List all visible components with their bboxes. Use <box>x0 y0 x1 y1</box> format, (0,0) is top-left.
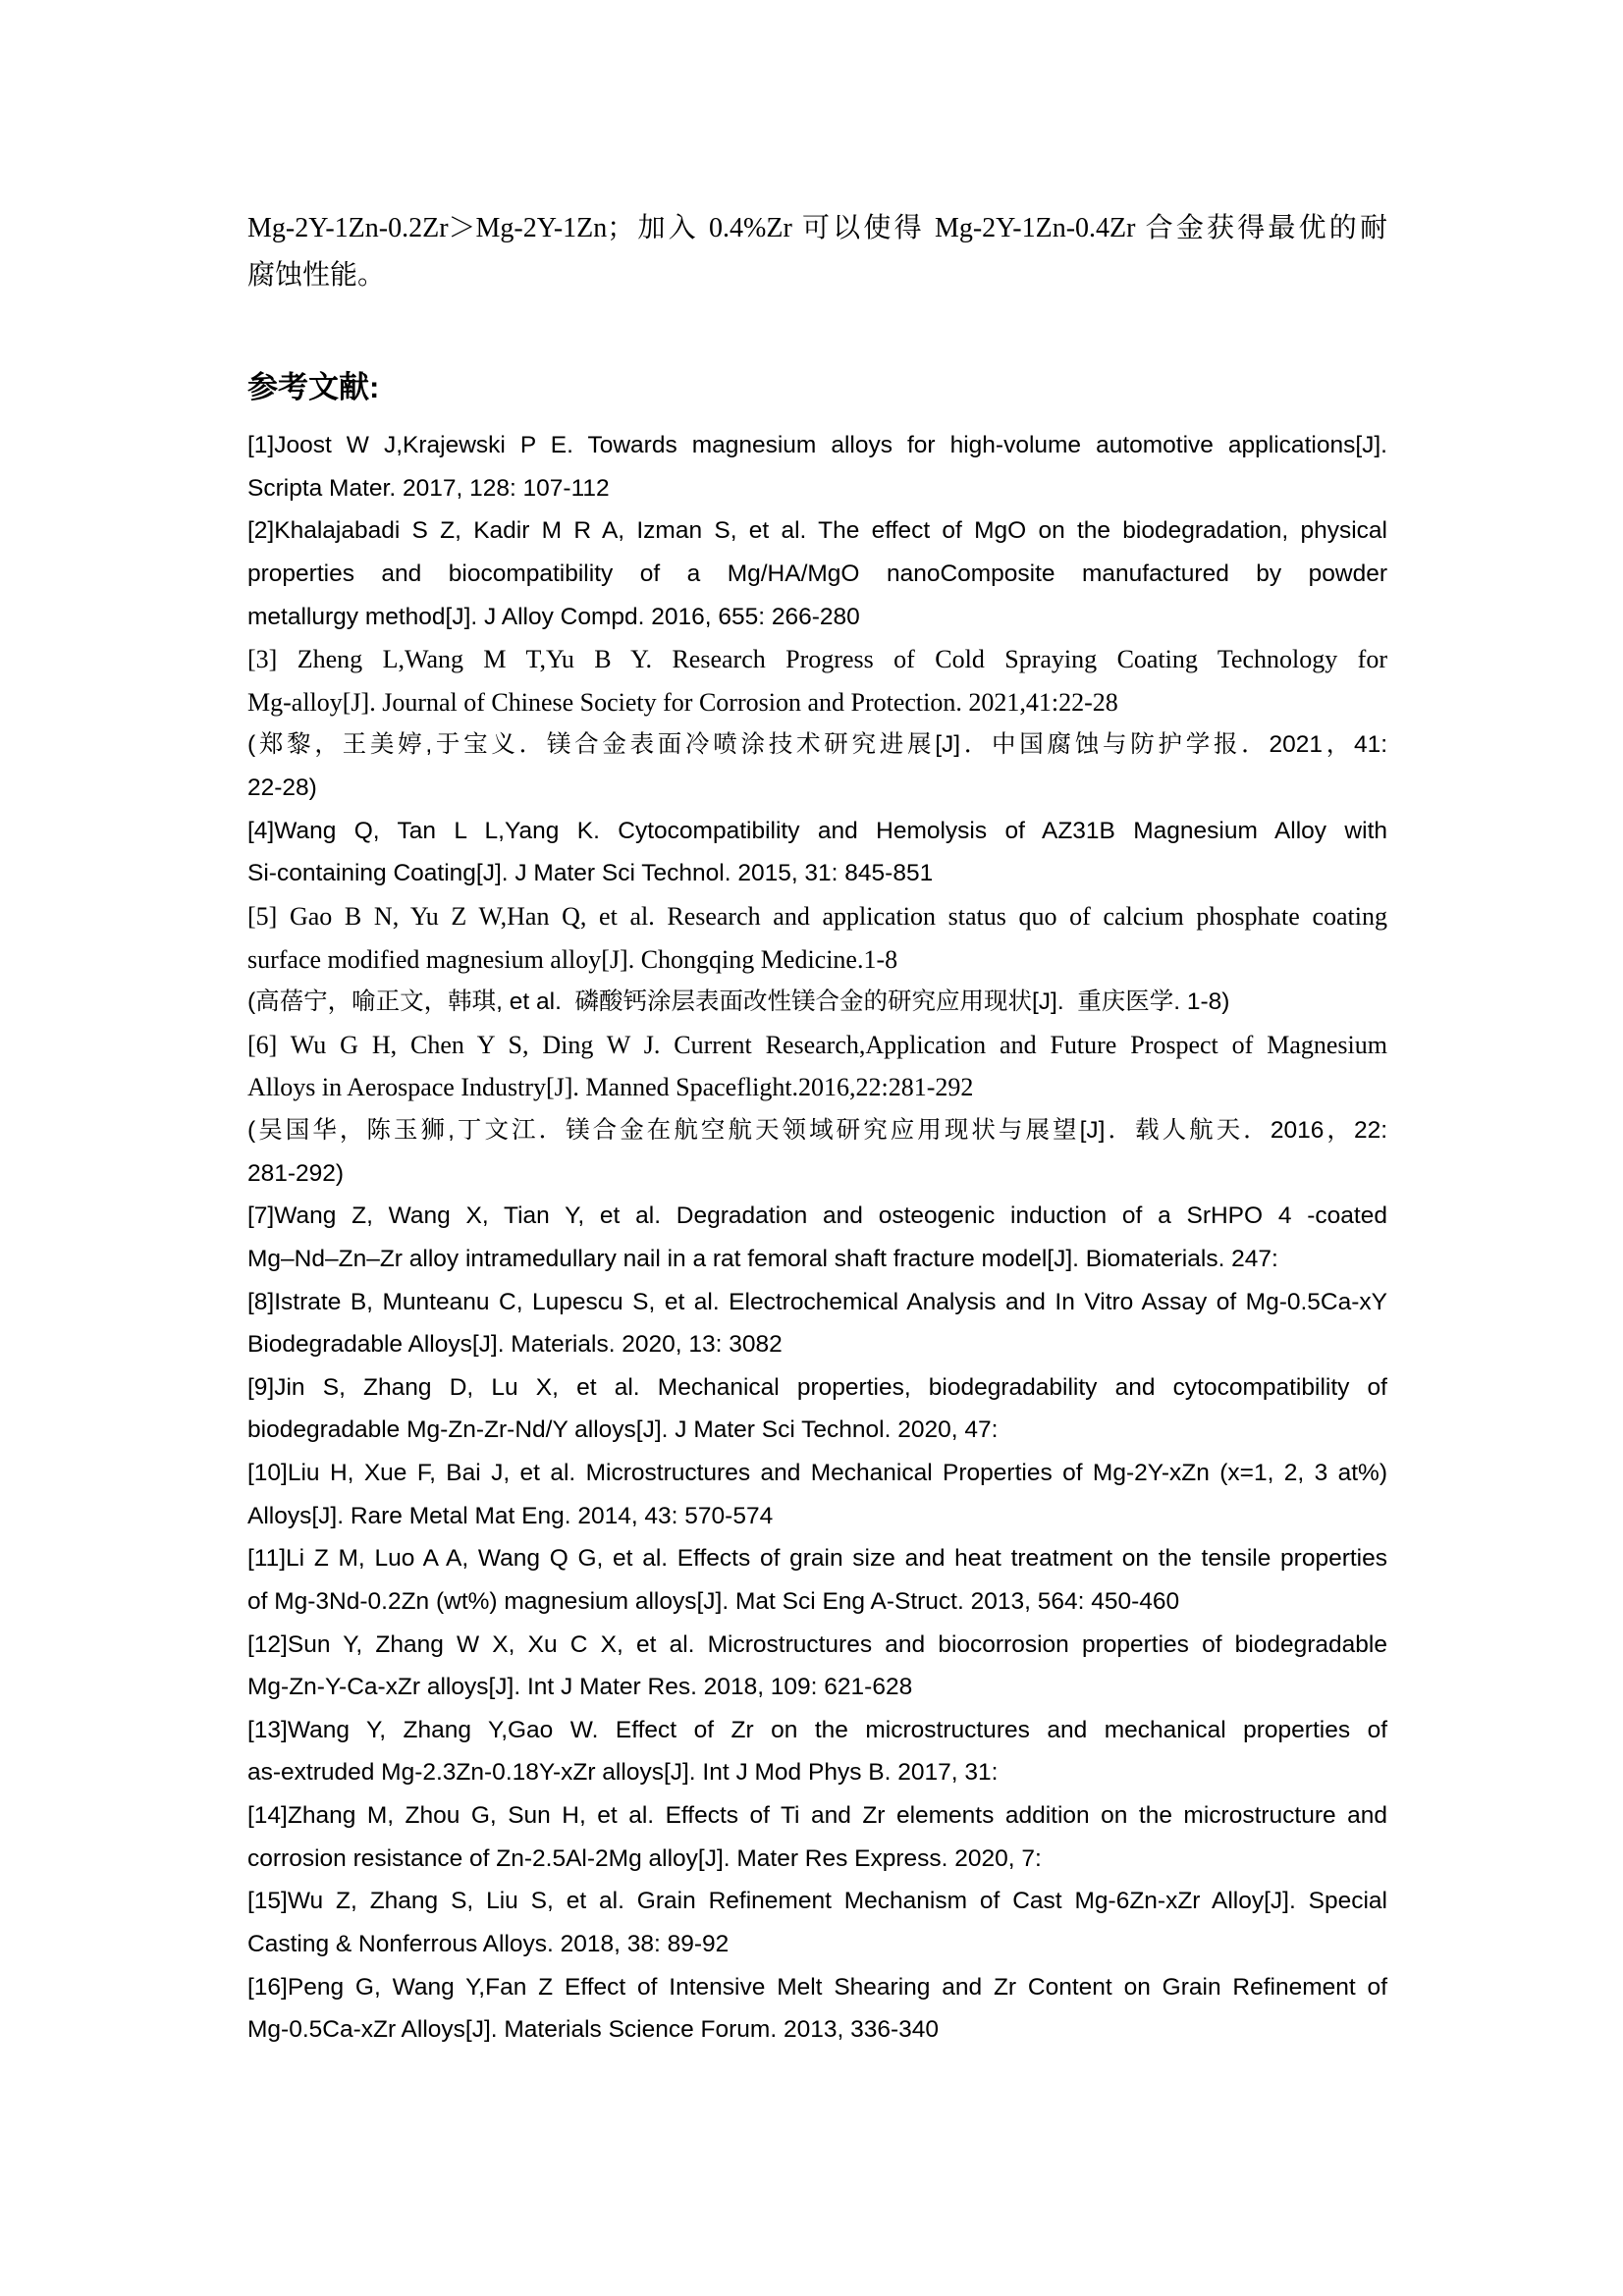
reference-line: Mg-Zn-Y-Ca-xZr alloys[J]. Int J Mater Res. 2018, 109: 621-628 <box>247 1674 913 1701</box>
reference-line: properties and biocompatibility of a Mg/HA/MgO nanoComposite manufactured by powder <box>247 560 1387 587</box>
reference-item-7 <box>247 1195 1387 1280</box>
reference-translation-line: 22-28) <box>247 774 317 801</box>
reference-translation-line: (郑黎，王美婷,于宝义．镁合金表面冷喷涂技术研究进展[J]．中国腐蚀与防护学报．2021，41: <box>247 731 1387 759</box>
reference-item-11 <box>247 1537 1387 1623</box>
reference-line: metallurgy method[J]. J Alloy Compd. 2016, 655: 266-280 <box>247 603 860 630</box>
reference-line: Scripta Mater. 2017, 128: 107-112 <box>247 474 610 502</box>
reference-line: [7]Wang Z, Wang X, Tian Y, et al. Degradation and osteogenic induction of a SrHPO 4 -coated <box>247 1202 1387 1230</box>
reference-translation-line: (吴国华，陈玉狮,丁文江．镁合金在航空航天领域研究应用现状与展望[J]．载人航天．2016，22: <box>247 1117 1387 1144</box>
reference-item-5 <box>247 895 1387 1024</box>
reference-item-4 <box>247 810 1387 895</box>
reference-line: [11]Li Z M, Luo A A, Wang Q G, et al. Effects of grain size and heat treatment on the tensile properties <box>247 1545 1387 1573</box>
reference-item-1 <box>247 424 1387 509</box>
reference-translation-line: (高蓓宁，喻正文，韩琪, et al. 磷酸钙涂层表面改性镁合金的研究应用现状[J]. 重庆医学. 1-8) <box>247 988 1230 1016</box>
reference-line: Biodegradable Alloys[J]. Materials. 2020, 13: 3082 <box>247 1331 783 1359</box>
reference-line: [9]Jin S, Zhang D, Lu X, et al. Mechanical properties, biodegradability and cytocompatibility of <box>247 1373 1387 1401</box>
reference-line: biodegradable Mg-Zn-Zr-Nd/Y alloys[J]. J Mater Sci Technol. 2020, 47: <box>247 1416 999 1444</box>
reference-line: [12]Sun Y, Zhang W X, Xu C X, et al. Microstructures and biocorrosion properties of biodegradable <box>247 1630 1387 1658</box>
reference-line: Mg–Nd–Zn–Zr alloy intramedullary nail in a rat femoral shaft fracture model[J]. Biomaterials. 247: <box>247 1245 1278 1272</box>
reference-line: [1]Joost W J,Krajewski P E. Towards magnesium alloys for high-volume automotive applications[J]. <box>247 432 1387 458</box>
reference-line: surface modified magnesium alloy[J]. Chongqing Medicine.1-8 <box>247 944 898 974</box>
reference-line: [2]Khalajabadi S Z, Kadir M R A, Izman S, et al. The effect of MgO on the biodegradation, physical <box>247 517 1387 545</box>
reference-line: of Mg-3Nd-0.2Zn (wt%) magnesium alloys[J]. Mat Sci Eng A-Struct. 2013, 564: 450-460 <box>247 1587 1180 1615</box>
reference-line: corrosion resistance of Zn-2.5Al-2Mg alloy[J]. Mater Res Express. 2020, 7: <box>247 1844 1042 1872</box>
reference-line: Casting & Nonferrous Alloys. 2018, 38: 89-92 <box>247 1930 730 1957</box>
reference-item-10 <box>247 1452 1387 1537</box>
reference-line: Alloys[J]. Rare Metal Mat Eng. 2014, 43: 570-574 <box>247 1502 774 1529</box>
reference-item-16 <box>247 1966 1387 2052</box>
conclusion-paragraph <box>247 205 1387 299</box>
reference-line: as-extruded Mg-2.3Zn-0.18Y-xZr alloys[J]. Int J Mod Phys B. 2017, 31: <box>247 1759 999 1787</box>
reference-line: [14]Zhang M, Zhou G, Sun H, et al. Effects of Ti and Zr elements addition on the microstructure and <box>247 1802 1387 1829</box>
reference-list <box>247 424 1387 2052</box>
reference-item-8 <box>247 1281 1387 1366</box>
reference-line: [4]Wang Q, Tan L L,Yang K. Cytocompatibility and Hemolysis of AZ31B Magnesium Alloy with <box>247 817 1387 844</box>
reference-line: [16]Peng G, Wang Y,Fan Z Effect of Intensive Melt Shearing and Zr Content on Grain Refinement of <box>247 1973 1387 2001</box>
reference-translation-line: 281-292) <box>247 1159 345 1187</box>
reference-line: Mg-alloy[J]. Journal of Chinese Society for Corrosion and Protection. 2021,41:22-28 <box>247 687 1118 717</box>
reference-line: Si-containing Coating[J]. J Mater Sci Technol. 2015, 31: 845-851 <box>247 860 934 887</box>
reference-item-15 <box>247 1880 1387 1965</box>
reference-item-3 <box>247 638 1387 810</box>
reference-item-9 <box>247 1366 1387 1452</box>
body-text-line: Mg-2Y-1Zn-0.2Zr＞Mg-2Y-1Zn；加入 0.4%Zr 可以使得 Mg-2Y-1Zn-0.4Zr 合金获得最优的耐 <box>247 213 1387 243</box>
references-heading: 参考文献: <box>247 370 380 404</box>
reference-line: [5] Gao B N, Yu Z W,Han Q, et al. Research and application status quo of calcium phosphate coating <box>247 901 1387 931</box>
reference-line: Mg-0.5Ca-xZr Alloys[J]. Materials Science Forum. 2013, 336-340 <box>247 2016 939 2044</box>
body-text-line: 腐蚀性能。 <box>247 260 386 291</box>
reference-line: [6] Wu G H, Chen Y S, Ding W J. Current Research,Application and Future Prospect of Magnesium <box>247 1030 1387 1059</box>
reference-line: [3] Zheng L,Wang M T,Yu B Y. Research Progress of Cold Spraying Coating Technology for <box>247 645 1387 674</box>
reference-line: [15]Wu Z, Zhang S, Liu S, et al. Grain Refinement Mechanism of Cast Mg-6Zn-xZr Alloy[J]. Special <box>247 1888 1387 1915</box>
reference-line: Alloys in Aerospace Industry[J]. Manned Spaceflight.2016,22:281-292 <box>247 1073 974 1102</box>
reference-item-12 <box>247 1624 1387 1709</box>
reference-item-6 <box>247 1024 1387 1196</box>
reference-item-14 <box>247 1794 1387 1880</box>
reference-item-2 <box>247 509 1387 638</box>
reference-item-13 <box>247 1709 1387 1794</box>
reference-line: [13]Wang Y, Zhang Y,Gao W. Effect of Zr on the microstructures and mechanical properties of <box>247 1716 1387 1743</box>
reference-line: [8]Istrate B, Munteanu C, Lupescu S, et al. Electrochemical Analysis and In Vitro Assay of Mg-0.5Ca-xY <box>247 1288 1387 1315</box>
reference-line: [10]Liu H, Xue F, Bai J, et al. Microstructures and Mechanical Properties of Mg-2Y-xZn (x=1, 2, 3 at%) <box>247 1460 1387 1486</box>
